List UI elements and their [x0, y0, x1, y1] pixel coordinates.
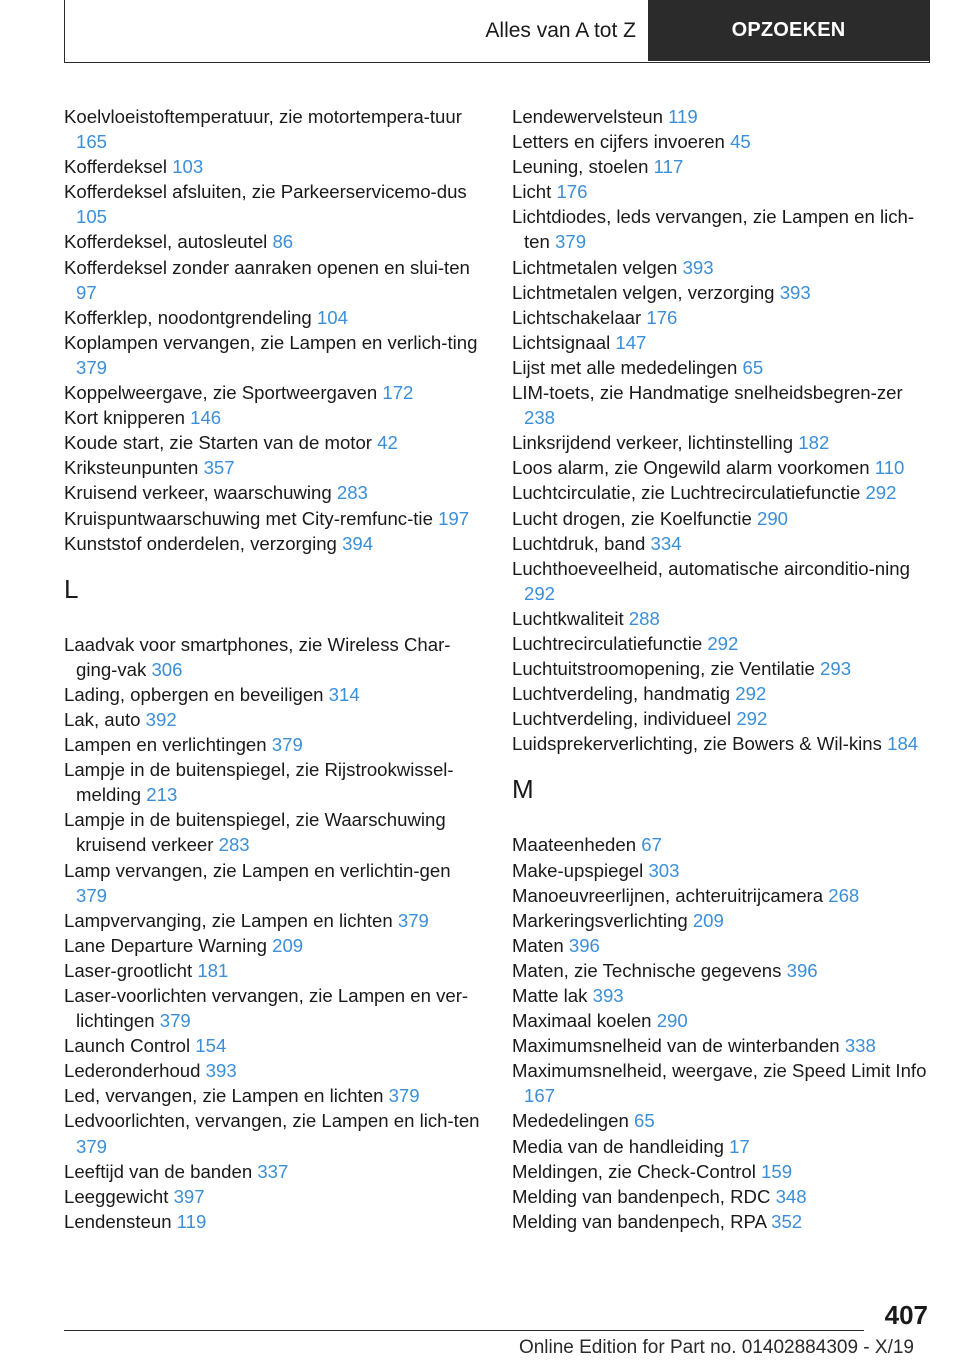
index-entry: [512, 731, 932, 756]
index-page-link[interactable]: 290: [756, 507, 789, 529]
index-entry-text: Koude start, zie Starten van de motor: [64, 432, 372, 454]
index-entry: [64, 305, 484, 330]
index-entry: [512, 355, 932, 380]
index-entry: [512, 305, 932, 330]
index-entry-text: Melding van bandenpech, RPA: [512, 1210, 766, 1232]
index-entry-text: Leeggewicht: [64, 1185, 169, 1207]
index-page-link[interactable]: 117: [653, 156, 684, 178]
index-page-link[interactable]: 293: [820, 658, 852, 680]
index-entry: [512, 858, 932, 883]
index-page-link[interactable]: 334: [650, 532, 682, 554]
index-entry: [64, 330, 484, 380]
index-entry-text: Launch Control: [64, 1035, 191, 1057]
index-entry: [512, 1134, 932, 1159]
index-page-link[interactable]: 379: [76, 884, 108, 906]
index-page-link[interactable]: 392: [145, 708, 177, 730]
index-entry: [64, 1058, 484, 1083]
index-page-link[interactable]: 146: [190, 407, 222, 429]
index-section-letter: M: [512, 774, 534, 805]
index-entry: [64, 104, 484, 154]
tab-alles-van-a-tot-z[interactable]: Alles van A tot Z: [65, 0, 648, 61]
index-page-link[interactable]: 167: [524, 1085, 556, 1107]
index-entry: [64, 430, 484, 455]
index-page-link[interactable]: 147: [615, 331, 647, 353]
index-entry: [64, 807, 484, 857]
index-page-link[interactable]: 348: [775, 1185, 807, 1207]
index-entry: [512, 681, 932, 706]
index-page-link[interactable]: 314: [328, 683, 360, 705]
index-entry-text: Markeringsverlichting: [512, 909, 688, 931]
index-entry-text: Maximumsnelheid, weergave, zie Speed Limit Info: [512, 1060, 927, 1082]
index-page-link[interactable]: 119: [668, 106, 698, 127]
index-entry-text: Kriksteunpunten: [64, 457, 199, 479]
index-entry: [512, 1209, 932, 1234]
index-entry: [512, 656, 932, 681]
index-page-link[interactable]: 17: [729, 1135, 750, 1157]
index-page-link[interactable]: 290: [656, 1010, 688, 1032]
index-entry-text: Linksrijdend verkeer, lichtinstelling: [512, 432, 794, 454]
index-entry-text: Ledvoorlichten, vervangen, zie Lampen en lich-ten: [64, 1110, 480, 1132]
index-page-link[interactable]: 42: [377, 432, 398, 454]
index-page-link[interactable]: 352: [771, 1210, 803, 1232]
index-entry-text: Lichtschakelaar: [512, 306, 642, 328]
index-entry: [64, 1083, 484, 1108]
index-page-link[interactable]: 110: [874, 457, 905, 479]
index-page-link[interactable]: 45: [730, 131, 751, 153]
index-entry: [512, 958, 932, 983]
index-entry-text: Kruisend verkeer, waarschuwing: [64, 482, 332, 504]
top-navigation: [64, 0, 930, 63]
index-entry-text: Kunststof onderdelen, verzorging: [64, 532, 337, 554]
index-entry-text: Luchtverdeling, handmatig: [512, 683, 731, 705]
index-entry: [64, 757, 484, 807]
index-entry: [512, 933, 932, 958]
index-entry: [64, 480, 484, 505]
index-entry-text: Leuning, stoelen: [512, 156, 649, 178]
index-page-link[interactable]: 159: [761, 1160, 793, 1182]
index-entry-text: Maateenheden: [512, 834, 637, 856]
index-entry-text: Lak, auto: [64, 708, 141, 730]
index-page-link[interactable]: 65: [634, 1110, 655, 1132]
index-entry: [512, 380, 932, 430]
index-page-link[interactable]: 119: [176, 1210, 207, 1232]
index-entry: [512, 455, 932, 480]
index-entry: [64, 455, 484, 480]
index-page-link[interactable]: 338: [844, 1035, 876, 1057]
index-page-link[interactable]: 393: [592, 985, 624, 1006]
index-entry-text: Lane Departure Warning: [64, 934, 267, 956]
index-entry: [512, 883, 932, 908]
index-entry-text: Luidsprekerverlichting, zie Bowers & Wil-kins: [512, 733, 882, 755]
index-entry: [512, 556, 932, 606]
index-entry-text: Lendewervelsteun: [512, 106, 663, 127]
index-entry: [64, 632, 484, 682]
index-entry: [512, 706, 932, 731]
index-entry-text: Luchtverdeling, individueel: [512, 708, 732, 730]
index-page-link[interactable]: 67: [641, 834, 662, 856]
index-page-link[interactable]: 283: [218, 834, 250, 856]
index-entry-text: Lamp vervangen, zie Lampen en verlichtin-gen: [64, 859, 451, 881]
index-page-link[interactable]: 104: [316, 306, 348, 328]
index-entry: [512, 631, 932, 656]
index-page-link[interactable]: 283: [336, 482, 368, 504]
index-entry: [64, 506, 484, 531]
index-entry: [512, 1159, 932, 1184]
index-entry: [512, 129, 932, 154]
index-entry: [64, 405, 484, 430]
index-entry: [64, 229, 484, 254]
index-entry-text: Make-upspiegel: [512, 859, 644, 881]
index-entry: [64, 1159, 484, 1184]
index-entry: [64, 858, 484, 908]
index-page-link[interactable]: 303: [648, 859, 680, 881]
index-entry-text: Kofferdeksel: [64, 156, 168, 178]
index-entry: [512, 1058, 932, 1108]
index-page-link[interactable]: 103: [172, 156, 204, 178]
index-entry-text: Loos alarm, zie Ongewild alarm voorkomen: [512, 457, 870, 479]
index-entry: [64, 1108, 484, 1158]
index-entry-text: Koplampen vervangen, zie Lampen en verlich-ting: [64, 331, 478, 353]
index-entry: [512, 983, 932, 1008]
index-entry-text: Luchtrecirculatiefunctie: [512, 632, 703, 654]
index-entry-text: Lampvervanging, zie Lampen en lichten: [64, 909, 393, 931]
index-page-link[interactable]: 379: [397, 909, 429, 931]
index-entry-text: Led, vervangen, zie Lampen en lichten: [64, 1085, 384, 1107]
index-entry: [512, 506, 932, 531]
index-entry-text: Lichtmetalen velgen, verzorging: [512, 281, 775, 303]
index-page-link[interactable]: 181: [197, 959, 229, 981]
index-entry-text: Licht: [512, 181, 552, 203]
index-entry-text: Lendensteun: [64, 1210, 172, 1232]
index-page-link[interactable]: 379: [159, 1010, 191, 1032]
index-entry-text: Lederonderhoud: [64, 1060, 201, 1082]
index-entry: [512, 280, 932, 305]
index-entry-text: Kofferdeksel zonder aanraken openen en slui-ten: [64, 256, 470, 278]
index-page-link[interactable]: 238: [524, 407, 556, 429]
index-page-link[interactable]: 182: [798, 432, 830, 454]
index-page-link[interactable]: 357: [203, 457, 235, 479]
index-entry-text: Laadvak voor smartphones, zie Wireless Char-ging-vak: [64, 633, 451, 680]
index-entry: [512, 1108, 932, 1133]
index-entry: [64, 1033, 484, 1058]
index-page-link[interactable]: 176: [646, 306, 678, 328]
index-entry-text: Laser-voorlichten vervangen, zie Lampen en ver-lichtingen: [64, 985, 469, 1032]
index-entry: [64, 983, 484, 1033]
index-entry: [64, 908, 484, 933]
index-page-link[interactable]: 337: [257, 1160, 289, 1182]
index-entry-text: Luchtuitstroomopening, zie Ventilatie: [512, 658, 815, 680]
index-page-link[interactable]: 306: [151, 658, 183, 680]
index-entry-text: Lampje in de buitenspiegel, zie Waarschuwing kruisend verkeer: [64, 809, 446, 856]
index-entry: [64, 682, 484, 707]
index-entry-text: Lampje in de buitenspiegel, zie Rijstrookwissel-melding: [64, 759, 454, 806]
index-page-link[interactable]: 292: [865, 482, 897, 504]
index-entry: [64, 1184, 484, 1209]
index-section-letter: L: [64, 573, 79, 604]
index-page-link[interactable]: 209: [272, 934, 304, 956]
index-entry: [512, 531, 932, 556]
index-entry: [512, 1008, 932, 1033]
index-page-link[interactable]: 292: [524, 582, 556, 604]
index-entry-text: Koelvloeistoftemperatuur, zie motortempera-tuur: [64, 106, 462, 127]
index-entry: [512, 204, 932, 254]
index-page-link[interactable]: 65: [742, 356, 764, 378]
index-entry-text: Letters en cijfers invoeren: [512, 131, 725, 153]
index-entry-text: Maten: [512, 934, 564, 956]
index-entry-text: Meldingen, zie Check-Control: [512, 1160, 756, 1182]
index-entry: [512, 430, 932, 455]
index-entry: [512, 1033, 932, 1058]
index-page-link[interactable]: 292: [735, 683, 767, 705]
index-entry-text: Lichtmetalen velgen: [512, 256, 678, 278]
index-entry: [64, 1209, 484, 1234]
index-entry-text: Laser-grootlicht: [64, 959, 193, 981]
index-page-link[interactable]: 292: [707, 632, 739, 654]
index-page-link[interactable]: 393: [779, 281, 811, 303]
index-page-link[interactable]: 176: [556, 181, 588, 203]
index-page-link[interactable]: 105: [76, 206, 108, 228]
index-entry-text: Koppelweergave, zie Sportweergaven: [64, 382, 378, 404]
index-page-link[interactable]: 86: [272, 231, 294, 253]
index-page-link[interactable]: 209: [692, 909, 724, 931]
index-page-link[interactable]: 268: [828, 884, 860, 906]
index-entry-text: Kofferdeksel, autosleutel: [64, 231, 268, 253]
index-entry-text: Luchtdruk, band: [512, 532, 646, 554]
tab-opzoeken[interactable]: OPZOEKEN: [648, 0, 929, 61]
index-entry-text: Kofferdeksel afsluiten, zie Parkeerservicemo-dus: [64, 181, 467, 203]
index-entry-text: Leeftijd van de banden: [64, 1160, 253, 1182]
index-page-link[interactable]: 397: [173, 1185, 205, 1207]
index-page-link[interactable]: 288: [628, 607, 660, 629]
index-page-link[interactable]: 396: [786, 959, 818, 981]
index-entry-text: Kort knipperen: [64, 407, 185, 429]
index-entry: [512, 179, 932, 204]
index-entry-text: LIM-toets, zie Handmatige snelheidsbegren-zer: [512, 382, 903, 404]
index-page-link[interactable]: 393: [682, 256, 714, 278]
index-entry-text: Maximaal koelen: [512, 1010, 652, 1032]
page-number: 407: [884, 1300, 928, 1330]
index-entry-text: Lichtsignaal: [512, 331, 611, 353]
index-column-left: [64, 104, 484, 1234]
footer-divider: [64, 1330, 864, 1331]
index-entry: [64, 732, 484, 757]
index-entry-text: Luchthoeveelheid, automatische airconditio-ning: [512, 557, 910, 579]
index-entry: [64, 933, 484, 958]
index-entry: [64, 179, 484, 229]
index-page-link[interactable]: 154: [195, 1035, 227, 1057]
index-entry: [512, 606, 932, 631]
index-entry-text: Lading, opbergen en beveiligen: [64, 683, 324, 705]
index-page-link[interactable]: 394: [342, 532, 374, 554]
index-entry: [512, 1184, 932, 1209]
index-page-link[interactable]: 197: [438, 507, 470, 529]
index-column-right: [512, 104, 932, 1234]
index-entry-text: Maten, zie Technische gegevens: [512, 959, 782, 981]
index-entry-text: Lijst met alle mededelingen: [512, 356, 738, 378]
index-entry-text: Luchtcirculatie, zie Luchtrecirculatiefunctie: [512, 482, 861, 504]
index-entry: [512, 255, 932, 280]
index-page-link[interactable]: 213: [146, 784, 178, 806]
footer-edition: Online Edition for Part no. 01402884309 - X/19: [518, 1337, 914, 1358]
index-entry: [512, 330, 932, 355]
index-page-link[interactable]: 97: [76, 281, 97, 303]
index-page-link[interactable]: 165: [76, 131, 108, 153]
index-entry: [64, 154, 484, 179]
index-entry: [64, 531, 484, 556]
index-entry-text: Maximumsnelheid van de winterbanden: [512, 1035, 840, 1057]
index-entry-text: Luchtkwaliteit: [512, 607, 624, 629]
index-entry: [512, 480, 932, 505]
index-entry-text: Kruispuntwaarschuwing met City-remfunc-tie: [64, 507, 433, 529]
index-entry: [512, 154, 932, 179]
index-entry-text: Manoeuvreerlijnen, achteruitrijcamera: [512, 884, 824, 906]
index-page-link[interactable]: 393: [205, 1060, 237, 1082]
index-page-link[interactable]: 172: [382, 382, 414, 404]
index-entry: [64, 707, 484, 732]
index-page-link[interactable]: 379: [76, 356, 108, 378]
index-page-link[interactable]: 396: [568, 934, 600, 956]
index-entry-text: Melding van bandenpech, RDC: [512, 1185, 771, 1207]
index-entry: [64, 380, 484, 405]
index-entry: [64, 958, 484, 983]
index-entry-text: Media van de handleiding: [512, 1135, 724, 1157]
index-page-link[interactable]: 379: [388, 1085, 420, 1107]
index-entry: [512, 908, 932, 933]
index-page-link[interactable]: 184: [887, 733, 919, 755]
index-entry-text: Matte lak: [512, 985, 588, 1006]
index-entry-text: Lucht drogen, zie Koelfunctie: [512, 507, 752, 529]
index-entry-text: Lichtdiodes, leds vervangen, zie Lampen en lich-ten: [512, 206, 915, 253]
index-page-link[interactable]: 379: [555, 231, 587, 253]
index-entry: [512, 104, 932, 129]
index-page-link[interactable]: 379: [271, 734, 303, 756]
index-page-link[interactable]: 292: [736, 708, 768, 730]
index-entry-text: Lampen en verlichtingen: [64, 734, 267, 756]
index-page-link[interactable]: 379: [76, 1135, 108, 1157]
index-entry-text: Mededelingen: [512, 1110, 629, 1132]
index-entry: [512, 832, 932, 857]
index-entry-text: Kofferklep, noodontgrendeling: [64, 306, 312, 328]
index-entry: [64, 255, 484, 305]
